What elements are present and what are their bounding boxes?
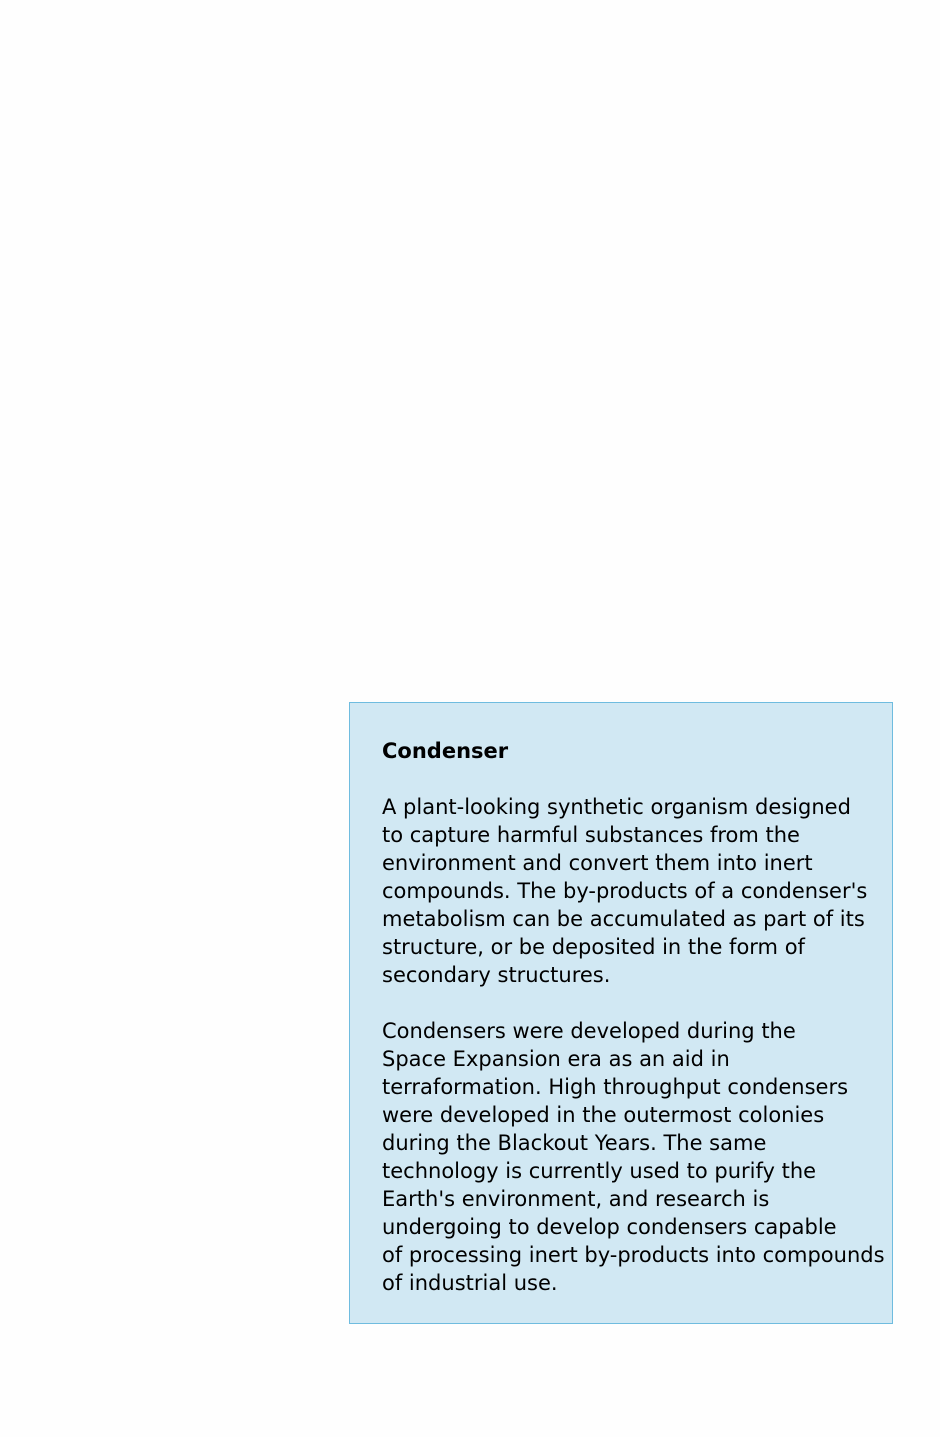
text-line: during the Blackout Years. The same [382, 1131, 767, 1155]
text-line: of industrial use. [382, 1271, 558, 1295]
text-line: structure, or be deposited in the form of [382, 935, 805, 959]
text-line: to capture harmful substances from the [382, 823, 800, 847]
description-paragraph-1 [382, 793, 872, 989]
text-line: technology is currently used to purify the [382, 1159, 817, 1183]
text-line: compounds. The by-products of a condenser's [382, 879, 868, 903]
text-line: undergoing to develop condensers capable [382, 1215, 837, 1239]
condenser-info-box [349, 702, 893, 1324]
text-line: Space Expansion era as an aid in [382, 1047, 730, 1071]
text-line: terraformation. High throughput condensers [382, 1075, 849, 1099]
text-line: Condensers were developed during the [382, 1019, 796, 1043]
text-line: Earth's environment, and research is [382, 1187, 770, 1211]
text-line: environment and convert them into inert [382, 851, 813, 875]
description-paragraph-2 [382, 1017, 885, 1297]
text-line: of processing inert by-products into compounds [382, 1243, 885, 1267]
text-line: A plant-looking synthetic organism designed [382, 795, 851, 819]
text-line: were developed in the outermost colonies [382, 1103, 825, 1127]
text-line: metabolism can be accumulated as part of its [382, 907, 865, 931]
text-line: secondary structures. [382, 963, 611, 987]
box-title: Condenser [382, 739, 509, 763]
